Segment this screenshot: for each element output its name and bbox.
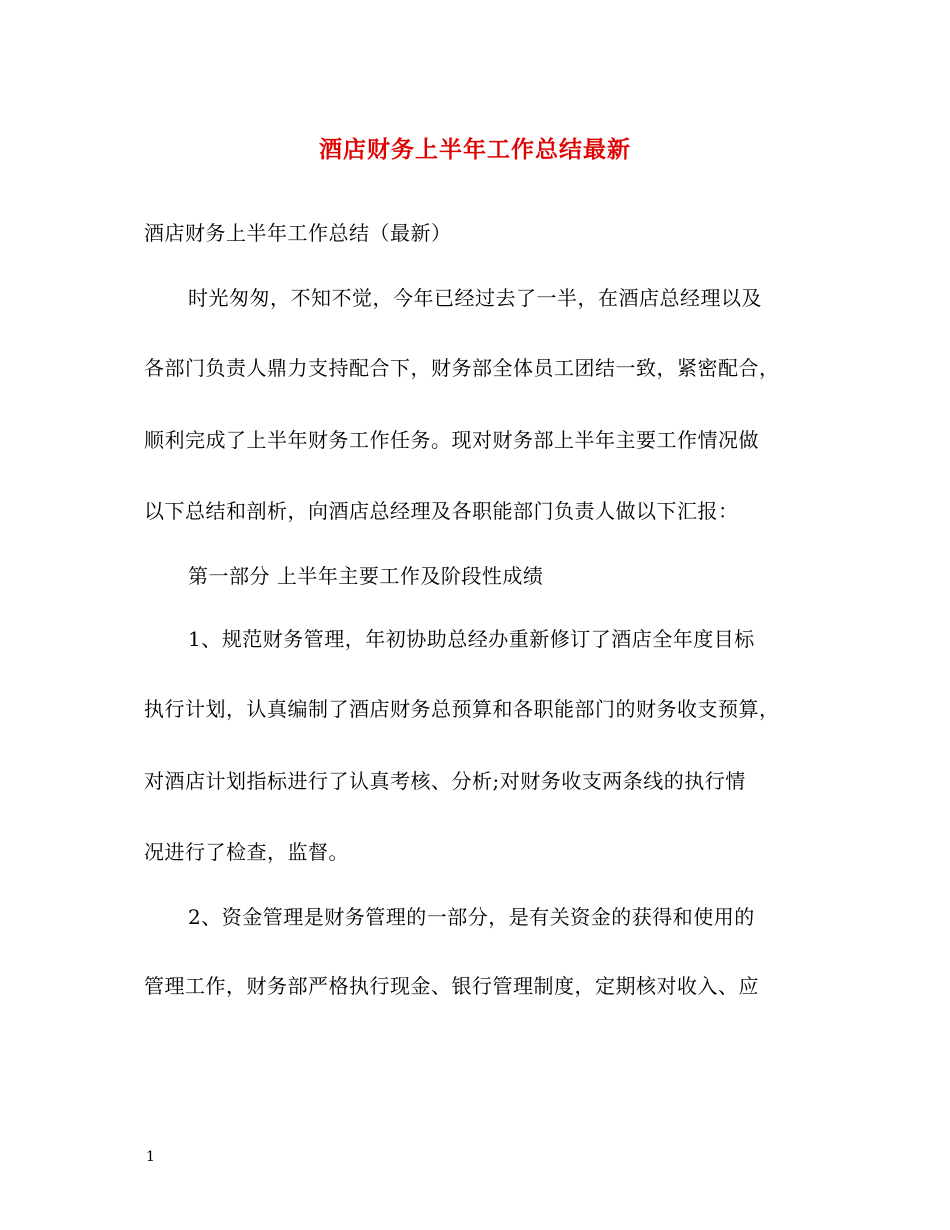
paragraph-line: 顺利完成了上半年财务工作任务。现对财务部上半年主要工作情况做 xyxy=(144,428,759,452)
paragraph-line: 1、规范财务管理，年初协助总经办重新修订了酒店全年度目标 xyxy=(188,627,755,651)
document-title: 酒店财务上半年工作总结最新 xyxy=(319,136,631,163)
section-heading: 第一部分 上半年主要工作及阶段性成绩 xyxy=(188,564,544,588)
paragraph-line: 2、资金管理是财务管理的一部分，是有关资金的获得和使用的 xyxy=(188,905,755,929)
paragraph-line: 管理工作，财务部严格执行现金、银行管理制度，定期核对收入、应 xyxy=(144,974,759,998)
paragraph-line: 对酒店计划指标进行了认真考核、分析;对财务收支两条线的执行情 xyxy=(144,769,746,793)
paragraph-line: 各部门负责人鼎力支持配合下，财务部全体员工团结一致，紧密配合， xyxy=(144,356,780,380)
paragraph-line: 执行计划，认真编制了酒店财务总预算和各职能部门的财务收支预算， xyxy=(144,697,780,721)
page-number: 1 xyxy=(146,1149,155,1165)
paragraph-line: 况进行了检查，监督。 xyxy=(144,840,349,864)
paragraph-line: 时光匆匆，不知不觉，今年已经过去了一半，在酒店总经理以及 xyxy=(188,286,762,310)
paragraph-line: 以下总结和剖析，向酒店总经理及各职能部门负责人做以下汇报： xyxy=(144,499,739,523)
subtitle-line: 酒店财务上半年工作总结（最新） xyxy=(144,221,452,245)
